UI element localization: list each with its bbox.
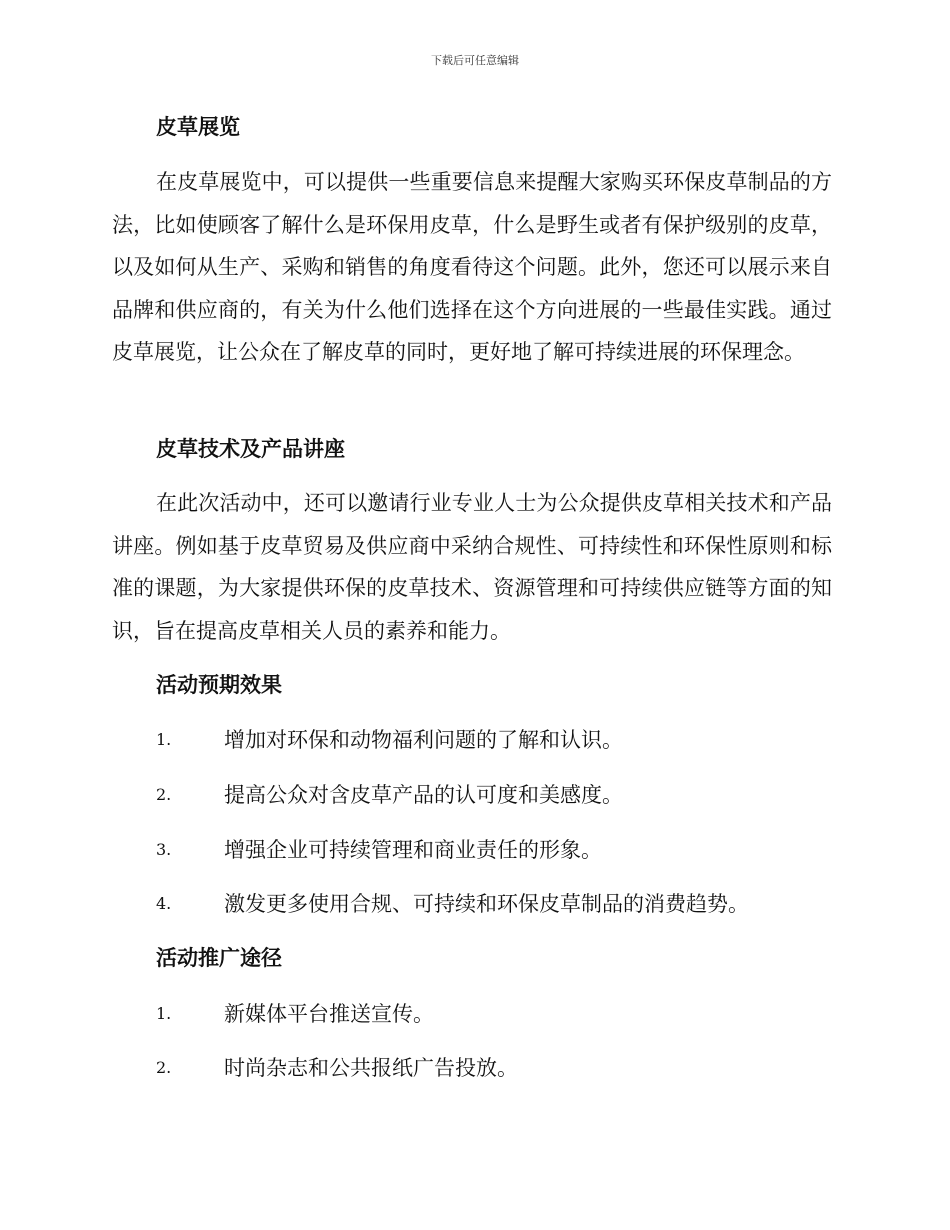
section-heading-promotion: 活动推广途径 [156, 946, 282, 970]
list-text: 提高公众对含皮草产品的认可度和美感度。 [224, 783, 623, 807]
list-text: 增加对环保和动物福利问题的了解和认识。 [224, 728, 623, 752]
list-item [156, 1053, 836, 1083]
section-heading-lecture: 皮草技术及产品讲座 [156, 437, 345, 461]
list-number: 4. [156, 894, 172, 913]
paragraph-exhibition: 在皮草展览中，可以提供一些重要信息来提醒大家购买环保皮草制品的方法，比如使顾客了解什么是环保用皮草，什么是野生或者有保护级别的皮草，以及如何从生产、采购和销售的角度看待这个问题。此外，您还可以展示来自品牌和供应商的，有关为什么他们选择在这个方向进展的一些最佳实践。通过皮草展览，让公众在了解皮草的同时，更好地了解可持续进展的环保理念。 [112, 170, 832, 364]
section-heading-effects: 活动预期效果 [156, 673, 282, 697]
paragraph-lecture: 在此次活动中，还可以邀请行业专业人士为公众提供皮草相关技术和产品讲座。例如基于皮草贸易及供应商中采纳合规性、可持续性和环保性原则和标准的课题，为大家提供环保的皮草技术、资源管理和可持续供应链等方面的知识，旨在提高皮草相关人员的素养和能力。 [112, 491, 832, 643]
list-text: 增强企业可持续管理和商业责任的形象。 [224, 838, 602, 862]
list-item [156, 835, 836, 865]
section-heading-exhibition: 皮草展览 [156, 115, 240, 139]
list-text: 新媒体平台推送宣传。 [224, 1002, 434, 1026]
list-number: 1. [156, 730, 172, 749]
list-number: 2. [156, 1058, 172, 1077]
list-text: 激发更多使用合规、可持续和环保皮草制品的消费趋势。 [224, 892, 749, 916]
page-header-note: 下载后可任意编辑 [431, 54, 519, 67]
list-item [156, 889, 836, 919]
list-number: 3. [156, 840, 172, 859]
list-item [156, 725, 836, 755]
list-number: 2. [156, 785, 172, 804]
list-number: 1. [156, 1004, 172, 1023]
list-text: 时尚杂志和公共报纸广告投放。 [224, 1056, 518, 1080]
list-item [156, 999, 836, 1029]
list-item [156, 780, 836, 810]
